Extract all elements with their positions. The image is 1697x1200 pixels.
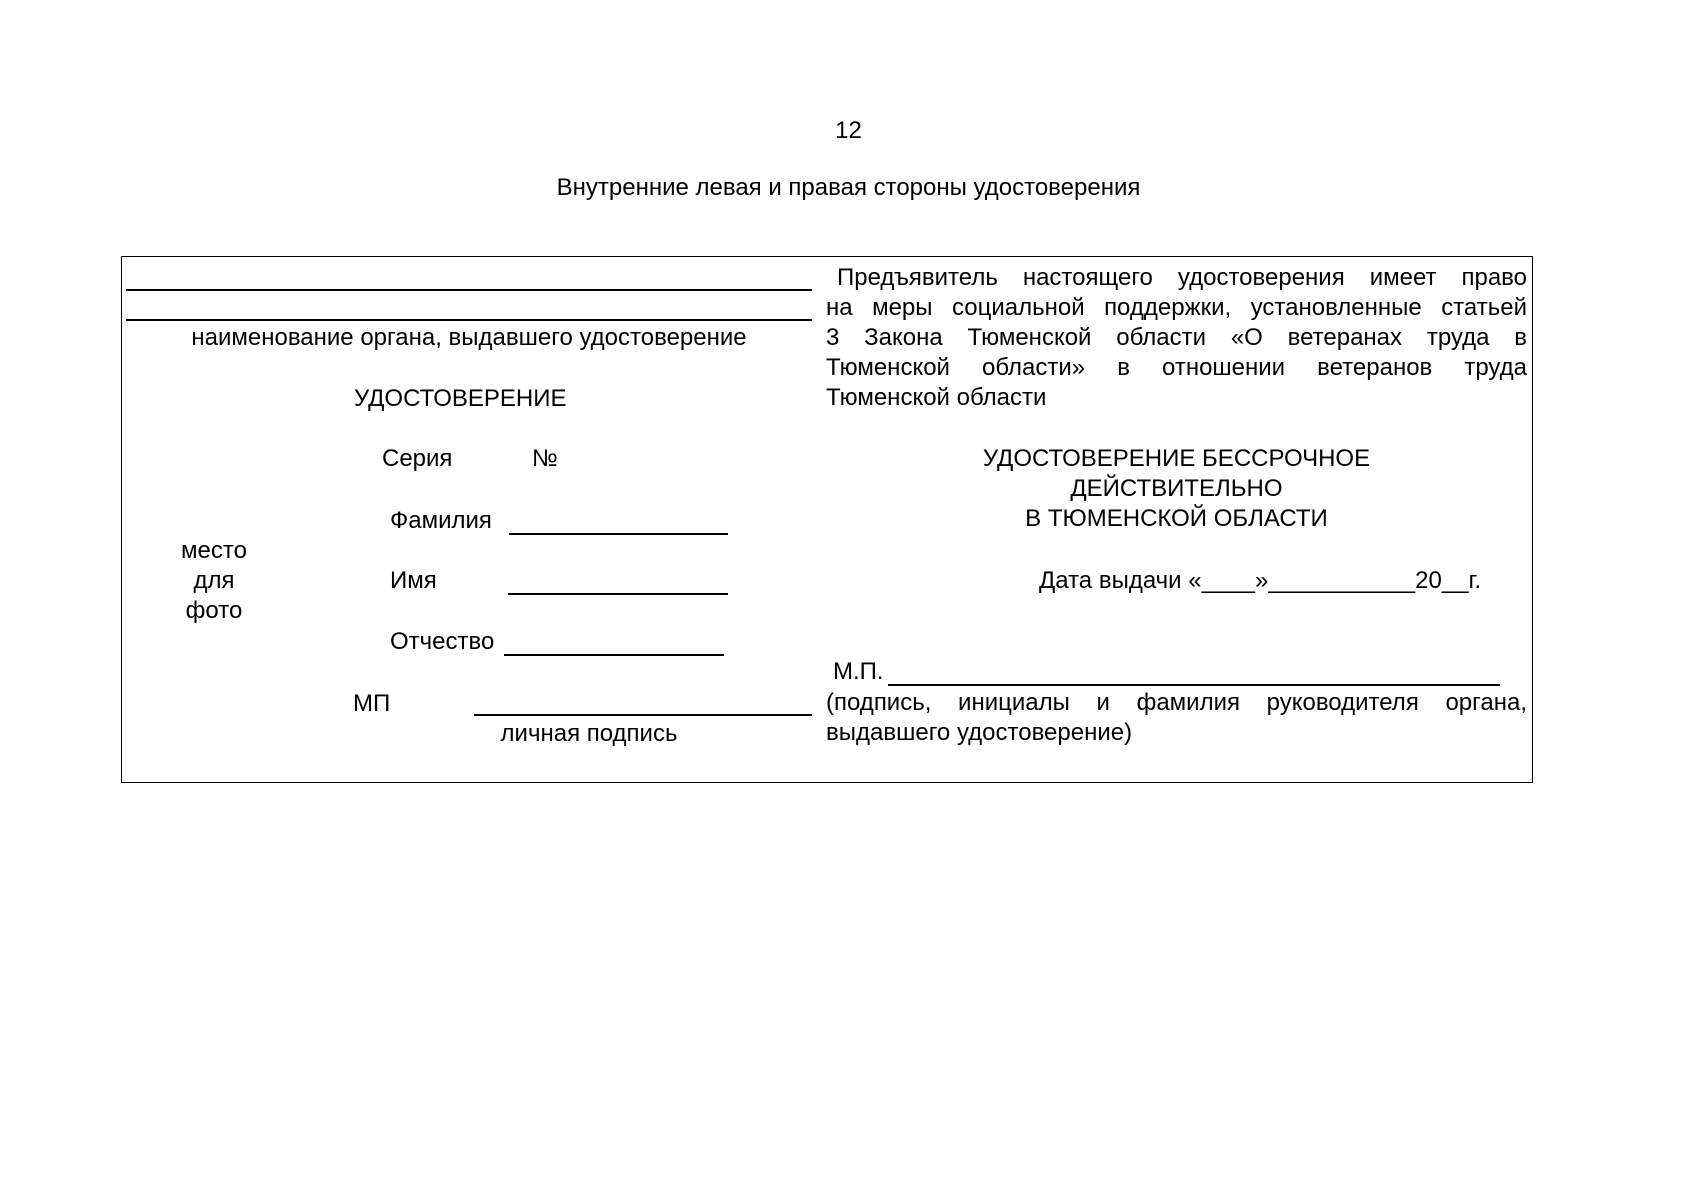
series-label: Серия <box>382 445 453 472</box>
page-heading: Внутренние левая и правая стороны удостоверения <box>556 174 1141 201</box>
head-signature-line[interactable] <box>888 684 1500 686</box>
rights-text-line-1: Предъявитель настоящего удостоверения имеет право <box>837 264 1527 291</box>
stamp-label-right: М.П. <box>833 658 884 685</box>
page-number: 12 <box>835 117 862 144</box>
issuer-caption: наименование органа, выдавшего удостоверение <box>191 324 747 351</box>
rights-text-line-2: на меры социальной поддержки, установленные статьей <box>826 294 1527 321</box>
photo-label-line-1: место <box>181 537 247 564</box>
head-signature-caption-line-1: (подпись, инициалы и фамилия руководителя органа, <box>826 689 1527 716</box>
surname-label: Фамилия <box>390 507 492 534</box>
name-label: Имя <box>390 567 437 594</box>
issuer-name-line-1 <box>126 289 812 291</box>
issuer-name-line-2 <box>126 319 812 321</box>
rights-text-line-3: 3 Закона Тюменской области «О ветеранах труда в <box>826 324 1527 351</box>
number-label: № <box>532 445 558 472</box>
surname-field-line[interactable] <box>509 533 728 535</box>
certificate-title: УДОСТОВЕРЕНИЕ <box>354 385 567 412</box>
validity-line-1: УДОСТОВЕРЕНИЕ БЕССРОЧНОЕ <box>982 445 1371 472</box>
validity-line-2: ДЕЙСТВИТЕЛЬНО <box>1070 475 1283 502</box>
photo-placeholder <box>164 536 264 626</box>
personal-signature-caption: личная подпись <box>500 720 678 747</box>
patronymic-field-line[interactable] <box>504 654 724 656</box>
personal-signature-line[interactable] <box>474 714 812 716</box>
rights-text-line-4: Тюменской области» в отношении ветеранов труда <box>826 354 1527 381</box>
photo-label-line-2: для <box>193 567 235 594</box>
head-signature-caption-line-2: выдавшего удостоверение) <box>826 719 1133 746</box>
photo-label-line-3: фото <box>185 597 243 624</box>
patronymic-label: Отчество <box>390 628 495 655</box>
name-field-line[interactable] <box>508 593 728 595</box>
validity-statement <box>826 444 1527 534</box>
issue-date[interactable]: Дата выдачи «____»___________20__г. <box>1039 567 1482 594</box>
validity-line-3: В ТЮМЕНСКОЙ ОБЛАСТИ <box>1025 505 1328 532</box>
stamp-label-left: МП <box>353 690 391 717</box>
rights-text-line-5: Тюменской области <box>826 384 1047 411</box>
